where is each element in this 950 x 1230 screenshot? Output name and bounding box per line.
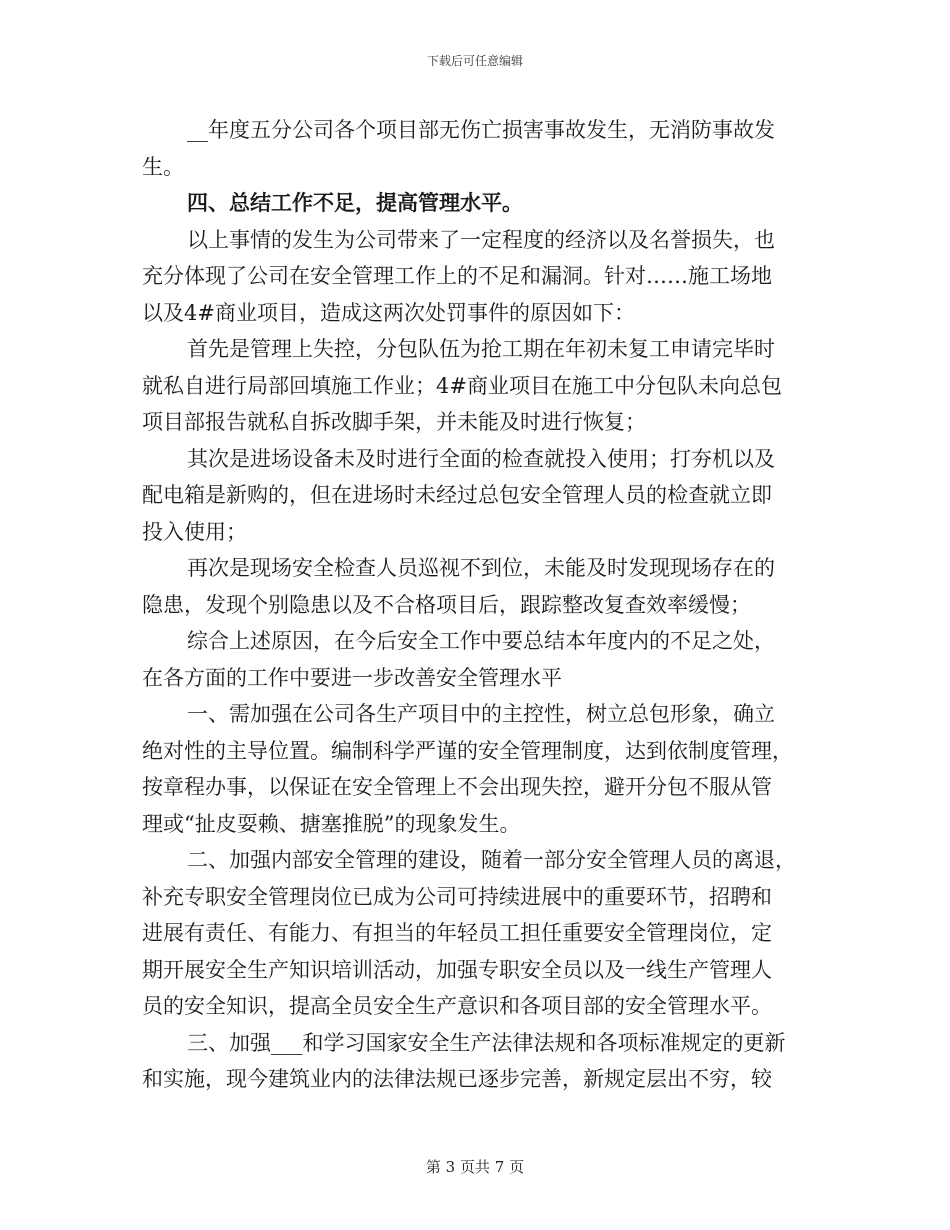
text-line: 以及4#商业项目，造成这两次处罚事件的原因如下：: [142, 300, 635, 325]
text-line: 生。: [142, 154, 184, 179]
text-line: 首先是管理上失控，分包队伍为抢工期在年初未复工申请完毕时: [187, 337, 775, 361]
text-line: 充分体现了公司在安全管理工作上的不足和漏洞。针对……施工场地: [142, 264, 772, 288]
text-line: 项目部报告就私自拆改脚手架，并未能及时进行恢复；: [142, 410, 646, 434]
text-line: 员的安全知识，提高全员安全生产意识和各项目部的安全管理水平。: [142, 994, 772, 1018]
text-line: 综合上述原因，在今后安全工作中要总结本年度内的不足之处，: [187, 629, 775, 653]
text-line: 二、加强内部安全管理的建设，随着一部分安全管理人员的离退，: [187, 848, 796, 872]
text-line: 再次是现场安全检查人员巡视不到位，未能及时发现现场存在的: [187, 556, 775, 580]
text-line: 补充专职安全管理岗位已成为公司可持续进展中的重要环节，招聘和: [142, 884, 772, 909]
page-header: 下载后可任意编辑: [426, 54, 523, 68]
text-line: 以上事情的发生为公司带来了一定程度的经济以及名誉损失，也: [187, 227, 775, 252]
text-line: 三、加强___和学习国家安全生产法律法规和各项标准规定的更新: [187, 1030, 786, 1055]
text-line: 配电箱是新购的，但在进场时未经过总包安全管理人员的检查就立即: [142, 483, 772, 507]
text-line: 一、需加强在公司各生产项目中的主控性，树立总包形象，确立: [187, 702, 775, 726]
text-line: 期开展安全生产知识培训活动，加强专职安全员以及一线生产管理人: [142, 957, 772, 982]
text-line: 按章程办事，以保证在安全管理上不会出现失控，避开分包不服从管: [142, 775, 772, 799]
document-body: [142, 112, 808, 1098]
text-line: 投入使用；: [142, 519, 247, 544]
text-line: 理或“扯皮耍赖、搪塞推脱”的现象发生。: [142, 811, 521, 836]
text-line: __年度五分公司各个项目部无伤亡损害事故发生，无消防事故发: [187, 118, 775, 142]
page-footer: 第 3 页共 7 页: [425, 1158, 525, 1176]
text-line: 进展有责任、有能力、有担当的年轻员工担任重要安全管理岗位，定: [142, 921, 772, 945]
text-line: 在各方面的工作中要进一步改善安全管理水平: [142, 665, 562, 690]
text-line: 和实施，现今建筑业内的法律法规已逐步完善，新规定层出不穷，较: [142, 1067, 772, 1091]
text-line: 绝对性的主导位置。编制科学严谨的安全管理制度，达到依制度管理，: [142, 738, 793, 763]
text-line: 隐患，发现个别隐患以及不合格项目后，跟踪整改复查效率缓慢；: [142, 592, 751, 617]
section-heading: 四、总结工作不足，提高管理水平。: [187, 190, 523, 215]
text-line: 就私自进行局部回填施工作业；4#商业项目在施工中分包队未向总包: [142, 373, 782, 398]
text-line: 其次是进场设备未及时进行全面的检查就投入使用；打夯机以及: [187, 446, 775, 471]
